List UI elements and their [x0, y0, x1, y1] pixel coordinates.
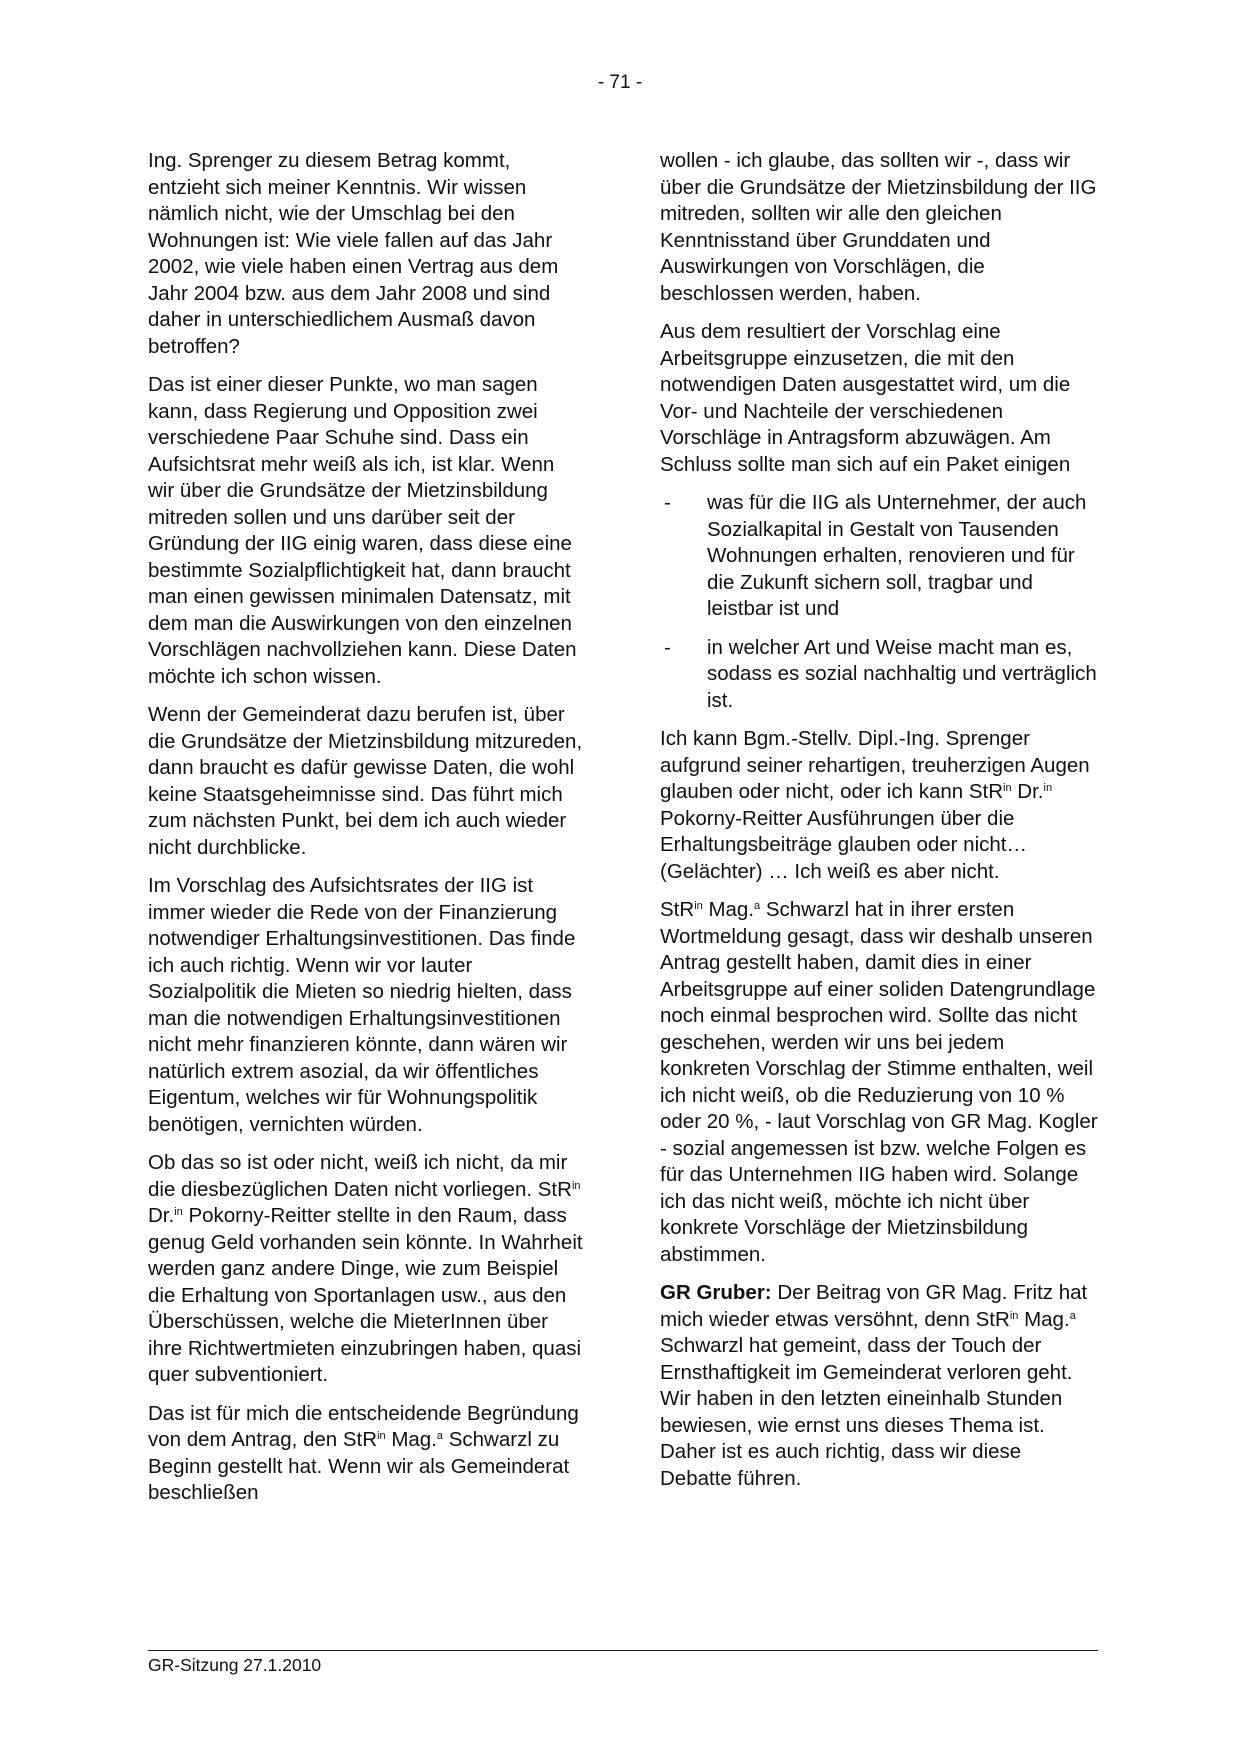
left-column [148, 148, 586, 1519]
dash-marker: - [664, 491, 671, 514]
dash-marker: - [664, 635, 671, 659]
paragraph: Ing. Sprenger zu diesem Betrag kommt, entzieht sich meiner Kenntnis. Wir wissen nämlich nicht, wie der Umschlag bei den Wohnungen ist: Wie viele fallen auf das Jahr 2002, wie viele haben einen Vertrag aus dem Jahr 2004 bzw. aus dem Jahr 2008 und sind daher in unterschiedlichem Ausmaß davon betroffen? [148, 149, 559, 358]
text-run: Mag. [1018, 1307, 1070, 1331]
paragraph: Das ist einer dieser Punkte, wo man sagen kann, dass Regierung und Opposition zwei verschiedene Paar Schuhe sind. Dass ein Aufsichtsrat mehr weiß als ich, ist klar. Wenn wir über die Grundsätze der Mietzinsbildung mitreden sollen und uns darüber seit der Gründung der IIG einig waren, dass diese eine bestimmte Sozialpflichtigkeit hat, dann braucht man einen gewissen minimalen Datensatz, mit dem man die Auswirkungen von den einzelnen Vorschlägen nachvollziehen kann. Diese Daten möchte ich schon wissen. [148, 373, 577, 688]
paragraph: Wenn der Gemeinderat dazu berufen ist, über die Grundsätze der Mietzinsbildung mitzureden, dann braucht es dafür gewisse Daten, die wohl keine Staatsgeheimnisse sind. Das führt mich zum nächsten Punkt, bei dem ich auch wieder nicht durchblicke. [148, 703, 583, 859]
text-run: Schwarzl hat gemeint, dass der Touch der Ernsthaftigkeit im Gemeinderat verloren geht. Wir haben in den letzten eineinhalb Stunden bewiesen, wie ernst uns dieses Thema ist. Daher ist es auch richtig, dass wir diese Debatte führen. [660, 1334, 1073, 1490]
superscript: in [694, 900, 703, 912]
dash-list [660, 490, 1098, 714]
superscript: a [1069, 1309, 1076, 1322]
footer-divider [148, 1650, 1098, 1651]
superscript: in [174, 1206, 183, 1218]
superscript: in [571, 1179, 581, 1192]
superscript: in [377, 1430, 386, 1442]
superscript: in [1009, 1309, 1019, 1322]
text-run: Dr. [148, 1204, 175, 1227]
paragraph [148, 1401, 586, 1507]
text-run: Schwarzl hat in ihrer ersten Wortmeldung gesagt, dass wir deshalb unseren Antrag gestellt haben, damit dies in einer Arbeitsgruppe auf einer soliden Datengrundlage noch einmal besprochen wird. Sollte das nicht geschehen, werden wir uns bei jedem konkreten Vorschlag der Stimme enthalten, weil ich nicht weiß, ob die Reduzierung von 10 % oder 20 %, - laut Vorschlag von GR Mag. Kogler - sozial angemessen ist bzw. welche Folgen es für das Unternehmen IIG haben wird. Solange ich das nicht weiß, möchte ich nicht über konkrete Vorschläge der Mietzinsbildung abstimmen. [660, 898, 1098, 1266]
superscript: in [1043, 782, 1053, 794]
text-run: StR [660, 898, 695, 921]
superscript: in [1003, 782, 1012, 794]
paragraph [660, 726, 1098, 885]
text-run: Ob das so ist oder nicht, weiß ich nicht, da mir die diesbezüglichen Daten nicht vorliegen. StR [148, 1151, 572, 1201]
list-item [660, 635, 1098, 715]
paragraph [660, 897, 1098, 1268]
text-run: Mag. [385, 1428, 437, 1451]
paragraph: Im Vorschlag des Aufsichtsrates der IIG ist immer wieder die Rede von der Finanzierung notwendiger Erhaltungsinvestitionen. Das finde ich auch richtig. Wenn wir vor lauter Sozialpolitik die Mieten so niedrig hielten, dass man die notwendigen Erhaltungsinvestitionen nicht mehr finanzieren könnte, dann wären wir natürlich extrem asozial, da wir öffentliches Eigentum, welches wir für Wohnungspolitik benötigen, vernichten würden. [148, 874, 576, 1136]
speaker-name: GR Gruber: [660, 1281, 772, 1304]
text-run: Pokorny-Reitter Ausführungen über die Erhaltungsbeiträge glauben oder nicht… (Gelächter) … Ich weiß es aber nicht. [660, 806, 1027, 883]
text-run: Dr. [1011, 780, 1044, 803]
paragraph: wollen - ich glaube, das sollten wir -, dass wir über die Grundsätze der Mietzinsbildung der IIG mitreden, sollten wir alle den gleichen Kenntnisstand über Grunddaten und Auswirkungen von Vorschlägen, die beschlossen werden, haben. [660, 149, 1097, 305]
text-run: Das ist für mich die entscheidende Begründung von dem Antrag, den StR [148, 1401, 579, 1451]
text-run: Pokorny-Reitter stellte in den Raum, dass genug Geld vorhanden sein könnte. In Wahrheit werden ganz andere Dinge, wie zum Beispiel die Erhaltung von Sportanlagen usw., aus den Überschüssen, welche die MieterInnen über ihre Richtwertmieten einzubringen haben, quasi quer subventioniert. [148, 1204, 583, 1386]
text-run: Der Beitrag von GR Mag. Fritz hat mich wieder etwas versöhnt, denn StR [660, 1281, 1088, 1331]
right-column [660, 148, 1098, 1504]
text-run: Ich kann Bgm.-Stellv. Dipl.-Ing. Sprenger aufgrund seiner rehartigen, treuherzigen Augen glauben oder nicht, oder ich kann StR [660, 727, 1090, 803]
list-item [660, 490, 1098, 623]
text-run: Schwarzl zu Beginn gestellt hat. Wenn wir als Gemeinderat beschließen [148, 1428, 570, 1504]
list-item-text: was für die IIG als Unternehmer, der auch Sozialkapital in Gestalt von Tausenden Wohnungen erhalten, renovieren und für die Zukunft sichern soll, tragbar und leistbar ist und [707, 491, 1087, 620]
paragraph: Aus dem resultiert der Vorschlag eine Arbeitsgruppe einzusetzen, die mit den notwendigen Daten ausgestattet wird, um die Vor- und Nachteile der verschiedenen Vorschläge in Antragsform abzuwägen. Am Schluss sollte man sich auf ein Paket einigen [660, 320, 1071, 476]
paragraph [148, 1150, 586, 1389]
page-number: - 71 - [597, 72, 643, 93]
superscript: a [754, 900, 761, 912]
paragraph [660, 1280, 1098, 1492]
list-item-text: in welcher Art und Weise macht man es, sodass es sozial nachhaltig und verträglich ist. [707, 635, 1097, 712]
superscript: a [436, 1430, 444, 1442]
text-run: Mag. [702, 898, 755, 921]
footer-session-date: GR-Sitzung 27.1.2010 [148, 1655, 322, 1675]
